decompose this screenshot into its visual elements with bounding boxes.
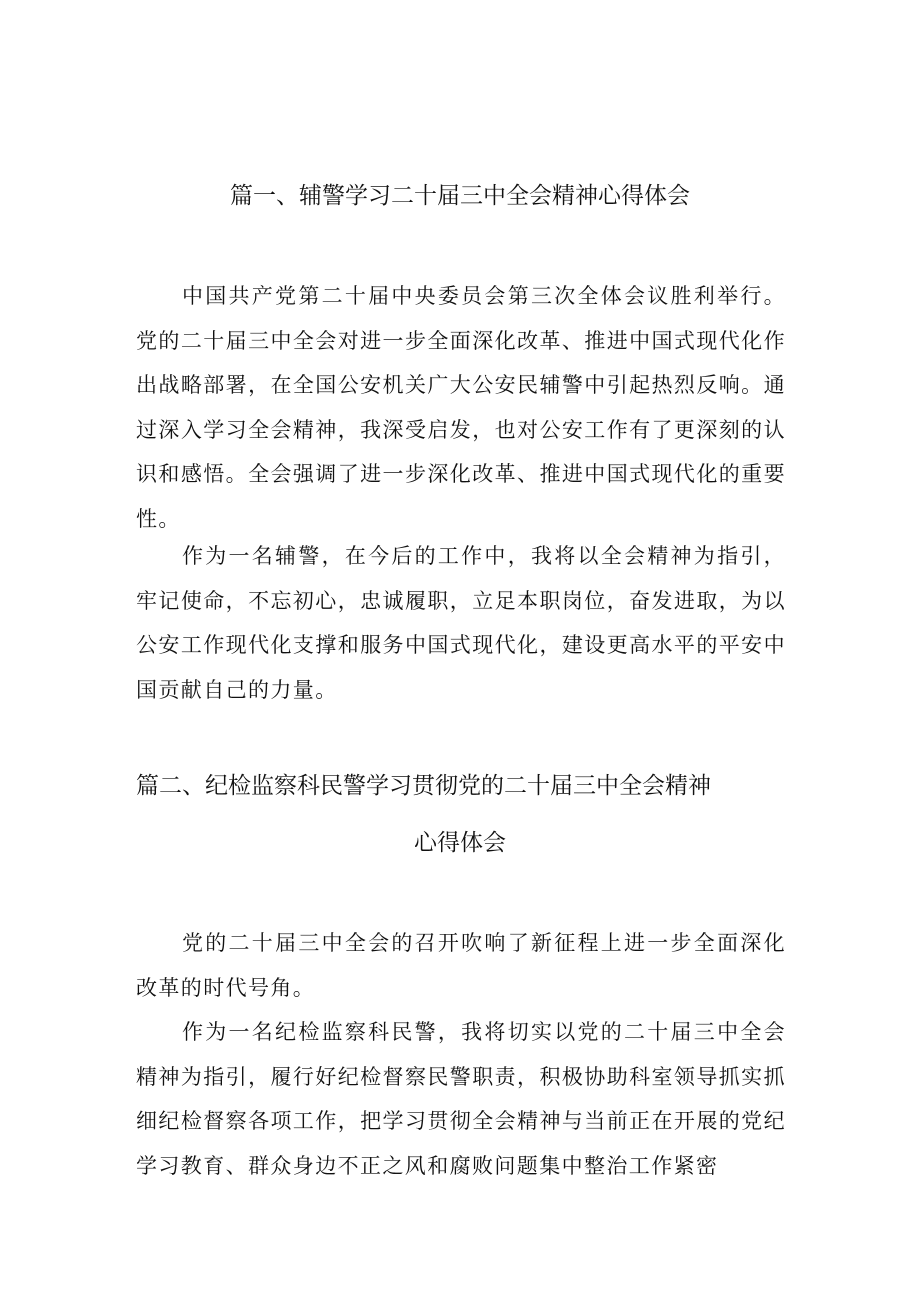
section-1-paragraph-1: 中国共产党第二十届中央委员会第三次全体会议胜利举行。党的二十届三中全会对进一步全面深化改革、推进中国式现代化作出战略部署，在全国公安机关广大公安民辅警中引起热烈反响。通过深入学习全会精神，我深受启发，也对公安工作有了更深刻的认识和感悟。全会强调了进一步深化改革、推进中国式现代化的重要性。	[136, 284, 786, 531]
section-2-paragraph-2: 作为一名纪检监察科民警，我将切实以党的二十届三中全会精神为指引，履行好纪检督察民警职责，积极协助科室领导抓实抓细纪检督察各项工作，把学习贯彻全会精神与当前正在开展的党纪学习教育、群众身边不正之风和腐败问题集中整治工作紧密	[136, 1020, 786, 1178]
section-1-paragraph-2: 作为一名辅警，在今后的工作中，我将以全会精神为指引，牢记使命，不忘初心，忠诚履职，立足本职岗位，奋发进取，为以公安工作现代化支撑和服务中国式现代化，建设更高水平的平安中国贡献自己的力量。	[136, 544, 786, 702]
section-1-title: 篇一、辅警学习二十届三中全会精神心得体会	[230, 183, 690, 209]
section-2-paragraph-1: 党的二十届三中全会的召开吹响了新征程上进一步全面深化改革的时代号角。	[136, 931, 786, 1000]
section-2-title-line-2: 心得体会	[414, 830, 506, 856]
section-2-title-line-1: 篇二、纪检监察科民警学习贯彻党的二十届三中全会精神	[136, 773, 711, 799]
